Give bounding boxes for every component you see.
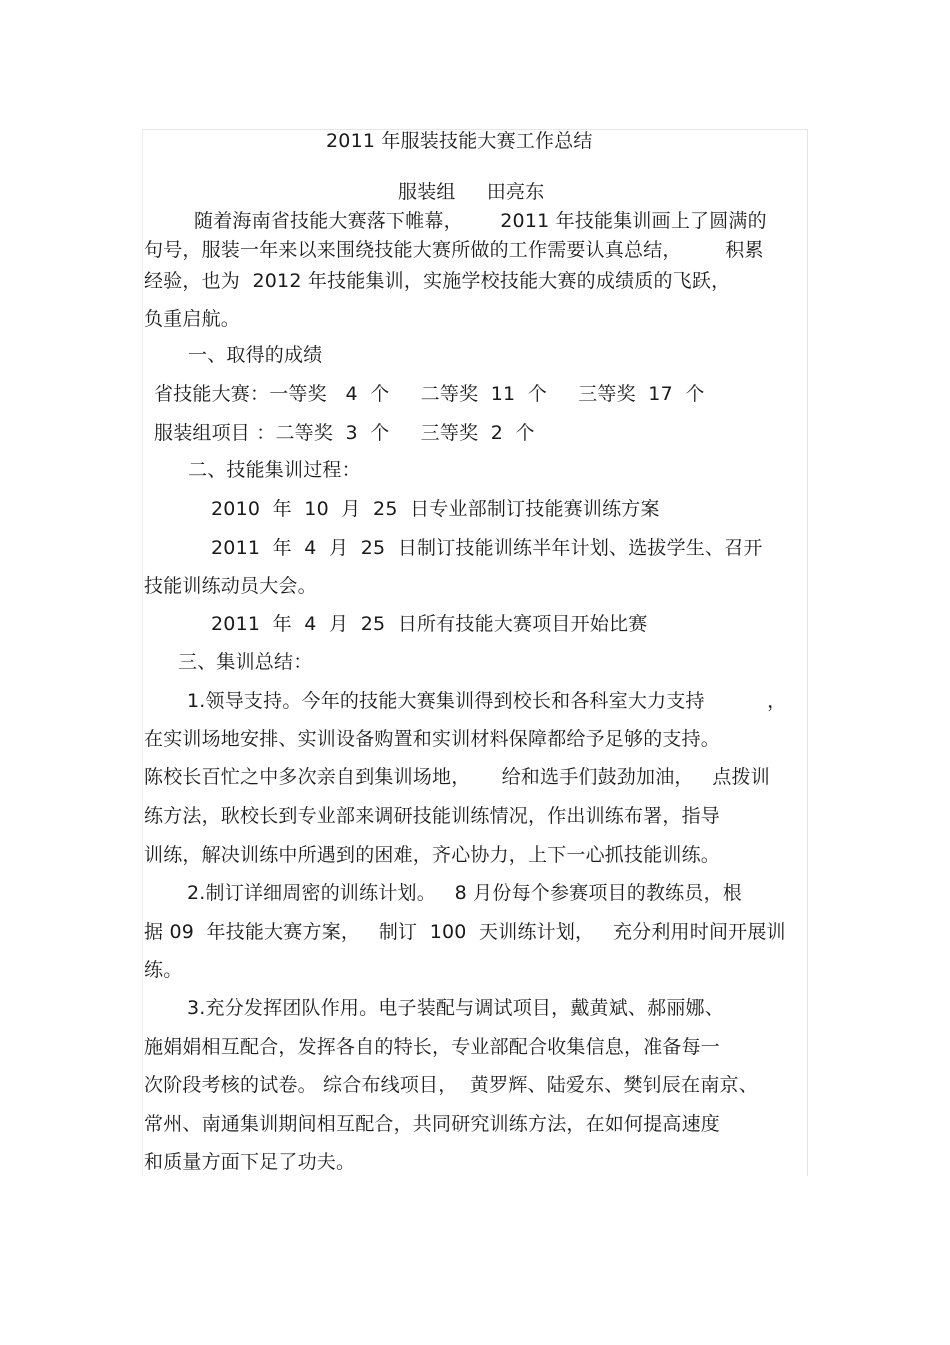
text-line: 训练，解决训练中所遇到的困难，齐心协力，上下一心抓技能训练。 — [144, 844, 721, 866]
text-line: 据 09 年技能大赛方案， 制订 100 天训练计划， 充分利用时间开展训 — [144, 921, 786, 943]
text-line: 负重启航。 — [144, 308, 241, 330]
text-line: 3.充分发挥团队作用。电子装配与调试项目，戴黄斌、郝丽娜、 — [187, 997, 724, 1019]
section-heading: 一、取得的成绩 — [188, 344, 323, 366]
author-line: 服装组 田亮东 — [398, 181, 545, 203]
text-line: 施娟娟相互配合，发挥各自的特长，专业部配合收集信息，准备每一 — [144, 1036, 721, 1058]
text-line: 2011 年 4 月 25 日所有技能大赛项目开始比赛 — [211, 613, 648, 635]
text-line: 次阶段考核的试卷。 综合布线项目， 黄罗辉、陆爱东、樊钊辰在南京、 — [144, 1074, 758, 1096]
text-line: 服装组项目 ：二等奖 3 个 三等奖 2 个 — [154, 422, 535, 444]
text-line: 2010 年 10 月 25 日专业部制订技能赛训练方案 — [211, 498, 660, 520]
text-line: 经验，也为 2012 年技能集训，实施学校技能大赛的成绩质的飞跃， — [144, 270, 731, 292]
text-line: 句号，服装一年来以来围绕技能大赛所做的工作需要认真总结， 积累 — [144, 239, 764, 261]
text-line: 1.领导支持。今年的技能大赛集训得到校长和各科室大力支持 ， — [187, 690, 787, 712]
text-line: 随着海南省技能大赛落下帷幕， 2011 年技能集训画上了圆满的 — [194, 210, 767, 232]
text-line: 2.制订详细周密的训练计划。 8 月份每个参赛项目的教练员，根 — [187, 882, 742, 904]
section-heading: 二、技能集训过程： — [188, 459, 361, 481]
text-line: 练。 — [144, 959, 183, 981]
text-line: 练方法，耿校长到专业部来调研技能训练情况，作出训练布署，指导 — [144, 805, 721, 827]
text-line: 2011 年 4 月 25 日制订技能训练半年计划、选拔学生、召开 — [211, 537, 763, 559]
text-line: 常州、南通集训期间相互配合，共同研究训练方法，在如何提高速度 — [144, 1113, 721, 1135]
document-title: 2011 年服装技能大赛工作总结 — [326, 130, 593, 152]
text-line: 和质量方面下足了功夫。 — [144, 1151, 356, 1173]
text-line: 省技能大赛：一等奖 4 个 二等奖 11 个 三等奖 17 个 — [154, 383, 705, 405]
section-heading: 三、集训总结： — [178, 651, 313, 673]
text-line: 技能训练动员大会。 — [144, 575, 317, 597]
text-line: 陈校长百忙之中多次亲自到集训场地， 给和选手们鼓劲加油， 点拨训 — [144, 766, 770, 788]
text-line: 在实训场地安排、实训设备购置和实训材料保障都给予足够的支持。 — [144, 728, 721, 750]
